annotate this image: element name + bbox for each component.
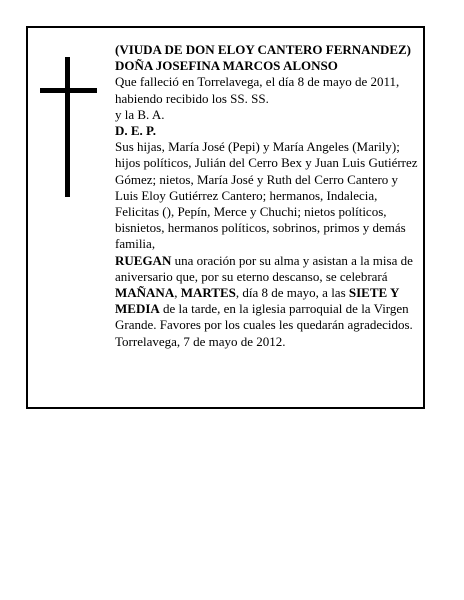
death-line: Que falleció en Torrelavega, el día 8 de mayo de 2011, habiendo recibido los SS. SS. bbox=[115, 74, 400, 106]
place-date-line: Torrelavega, 7 de mayo de 2012. bbox=[115, 333, 286, 349]
family-paragraph: Sus hijas, María José (Pepi) y María Angeles (Marily); hijos políticos, Julián del Cerro Bex y Juan Luis Gutiérrez Gómez; nietos, María José y Ruth del Cerro Cantero y Luis Eloy Gutiérrez Cantero; hermanos, Indalecia, Felicitas (), Pepín, Merce y Chuchi; nietos políticos, bisnietos, hermanos políticos, sobrinos, primos y demás familia, bbox=[115, 139, 418, 252]
request-paragraph bbox=[115, 253, 421, 334]
deceased-name: DOÑA JOSEFINA MARCOS ALONSO bbox=[115, 58, 338, 74]
ruegan-word: RUEGAN bbox=[115, 252, 172, 268]
request-comma: , bbox=[174, 285, 181, 301]
request-text-1: una oración por su alma y asistan a la misa de aniversario que, por su eterno descanso, se celebrará bbox=[115, 252, 413, 284]
notice-text bbox=[115, 42, 421, 350]
request-text-3: de la tarde, en la iglesia parroquial de la Virgen Grande. Favores por los cuales les quedarán agradecidos. bbox=[115, 301, 413, 333]
martes-word: MARTES bbox=[180, 285, 236, 301]
widow-of-line: (VIUDA DE DON ELOY CANTERO FERNANDEZ) bbox=[115, 42, 412, 57]
mass-time: SIETE Y MEDIA bbox=[115, 285, 399, 317]
cross-icon bbox=[40, 57, 97, 197]
manana-word: MAÑANA bbox=[115, 285, 175, 301]
request-text-2: , día 8 de mayo, a las bbox=[235, 285, 349, 301]
blessing-line: y la B. A. bbox=[115, 106, 165, 122]
cross-vertical-bar bbox=[65, 57, 70, 197]
cross-horizontal-bar bbox=[40, 88, 97, 93]
dep-line: D. E. P. bbox=[115, 123, 157, 139]
obituary-notice bbox=[26, 26, 425, 409]
